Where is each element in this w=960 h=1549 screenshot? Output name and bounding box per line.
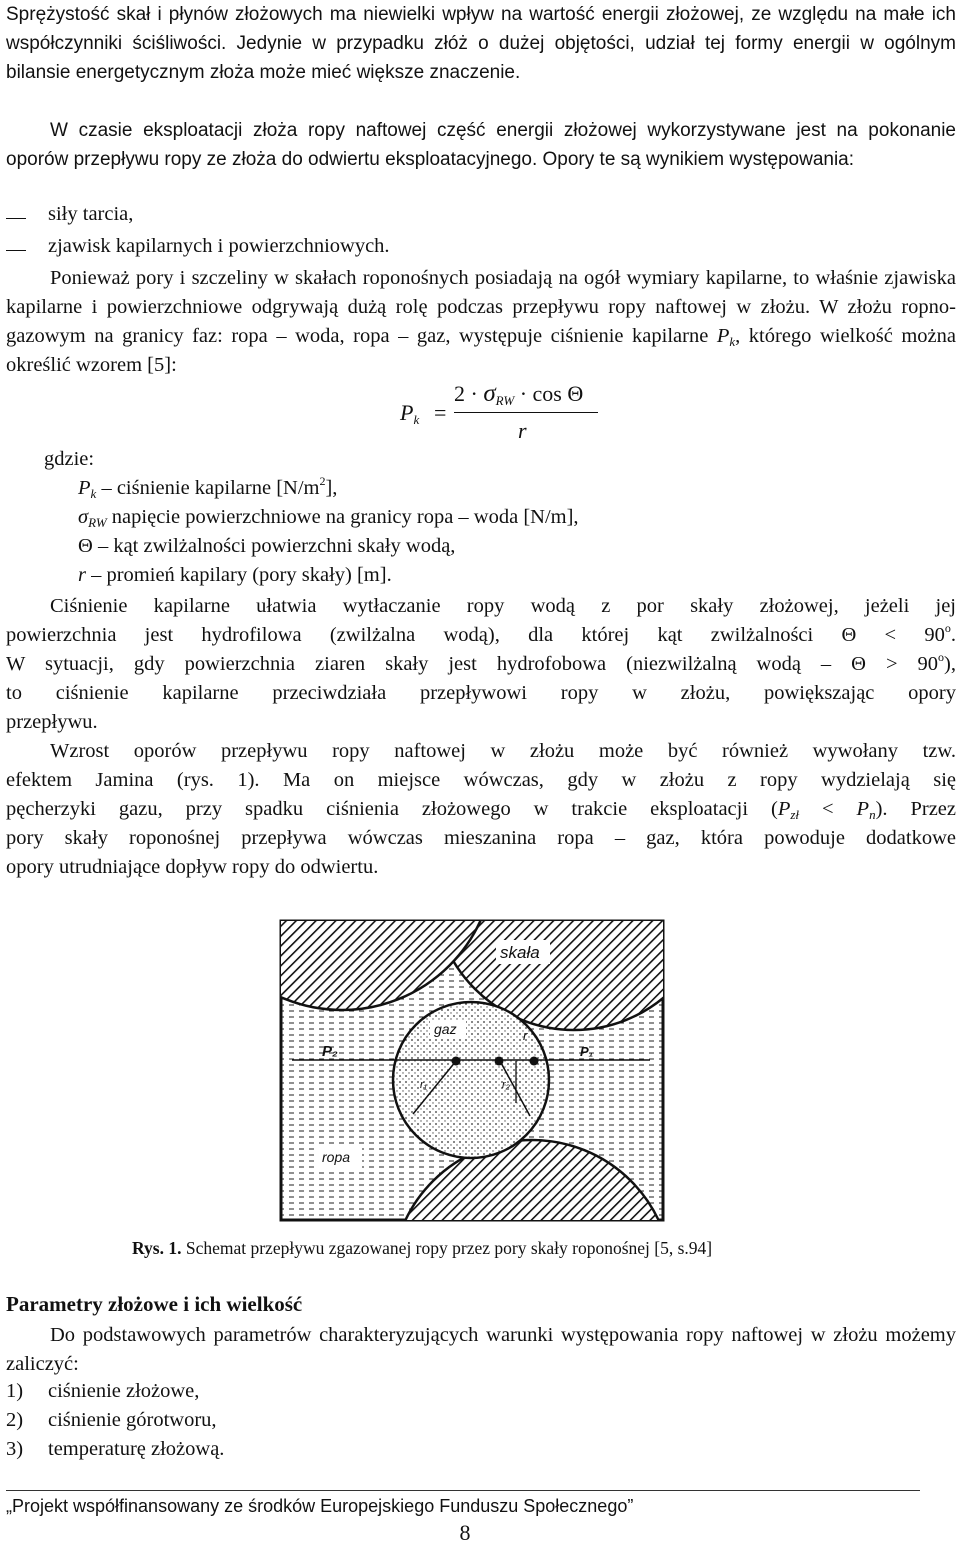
line: to ciśnienie kapilarne przeciwdziała przepływowi ropy w złożu, powiększając opory — [6, 682, 956, 704]
def-text: napięcie powierzchniowe na granicy ropa – woda [N/m], — [106, 506, 579, 528]
formula-sigma-sub: RW — [495, 393, 515, 408]
section-heading: Parametry złożowe i ich wielkość — [6, 1292, 303, 1316]
paragraph-capillary-pressure — [6, 264, 956, 380]
dash-bullet — [6, 250, 26, 251]
def-tail: ], — [325, 477, 338, 499]
def-symbol: Θ — [78, 535, 93, 557]
list-item — [6, 1380, 199, 1403]
footer-text: „Projekt współfinansowany ze środków Europejskiego Funduszu Społecznego” — [6, 1496, 634, 1516]
formula-lhs-sub: k — [413, 412, 420, 427]
line-text: powierzchnia jest hydrofilowa (zwilżalna wodą), dla której kąt zwilżalności Θ < 90 — [6, 624, 945, 646]
line: pory skały roponośnej przepływa wówczas mieszanina ropa – gaz, która powoduje dodatkowe — [6, 827, 956, 849]
var-p: P — [856, 798, 870, 820]
list-item — [6, 1438, 224, 1461]
paragraph-text: Ponieważ pory i szczeliny w skałach roponośnych posiadają na ogół wymiary kapilarne, to właśnie zjawiska kapilarne i powierzchniowe odgrywają dużą rolę podczas przepływu ropy naftowej w złożu. W złożu ropno-gazowym na granicy faz: ropa – woda, ropa – gaz, występuje ciśnienie kapilarne — [6, 267, 956, 347]
footer-rule — [6, 1490, 920, 1491]
jamin-effect-figure — [278, 918, 666, 1223]
line-text: ), — [944, 653, 956, 675]
formula-numerator — [454, 380, 583, 408]
bullet-item-friction: siły tarcia, — [48, 203, 134, 225]
label-r2: r₂ — [502, 1079, 510, 1091]
formula-cos: cos Θ — [532, 381, 584, 406]
paragraph-parameters: Do podstawowych parametrów charakteryzujących warunki występowania ropy naftowej w złożu możemy zaliczyć: — [6, 1324, 956, 1375]
list-text: ciśnienie górotworu, — [48, 1409, 217, 1431]
formula-lhs: P — [400, 400, 414, 425]
figure-caption — [132, 1238, 712, 1259]
label-skala: skała — [500, 943, 540, 962]
list-text: ciśnienie złożowe, — [48, 1380, 200, 1402]
formula-sigma: σ — [483, 380, 496, 407]
definition-theta — [78, 535, 455, 558]
def-symbol-sub: k — [90, 486, 97, 501]
definition-pk — [78, 474, 338, 501]
var-sub: n — [869, 807, 876, 822]
def-text: – ciśnienie kapilarne [N/m — [96, 477, 320, 499]
list-item — [6, 1409, 217, 1432]
var-p: P — [777, 798, 791, 820]
fraction-bar — [454, 412, 598, 413]
where-label: gdzie: — [44, 448, 95, 470]
def-text: – promień kapilary (pory skały) [m]. — [85, 564, 392, 586]
line — [6, 621, 956, 650]
line-text: ). Przez — [875, 798, 956, 820]
list-number: 2) — [6, 1409, 24, 1431]
line — [6, 650, 956, 679]
list-text: temperaturę złożową. — [48, 1438, 225, 1460]
line: Ciśnienie kapilarne ułatwia wytłaczanie ropy wodą z por skały złożowej, jeżeli jej — [50, 595, 956, 617]
label-gaz: gaz — [434, 1021, 457, 1037]
capillary-pressure-formula — [400, 380, 620, 450]
formula-dot: · — [470, 381, 478, 406]
definition-sigma — [78, 506, 579, 529]
paragraph-elasticity: Sprężystość skał i płynów złożowych ma niewielki wpływ na wartość energii złożowej, ze względu na małe ich współczynniki ściśliwości. Jedynie w przypadku złóż o dużej objętości, udział tej formy energii w ogólnym bilansie energetycznym złoża może mieć większe znaczenie. — [6, 4, 956, 83]
degree-sup: o — [938, 650, 945, 664]
list-number: 3) — [6, 1438, 24, 1460]
paragraph-wettability — [6, 592, 956, 737]
line — [6, 795, 956, 824]
def-symbol: r — [78, 564, 86, 586]
list-number: 1) — [6, 1380, 24, 1402]
dash-bullet — [6, 218, 26, 219]
label-p2: P₂ — [322, 1043, 338, 1060]
paragraph-text: , którego wielkość można określić wzorem [5]: — [6, 325, 957, 376]
var-p: P — [716, 325, 730, 347]
definition-r — [78, 564, 392, 587]
var-sub: zł — [790, 807, 800, 822]
less-than: < — [799, 798, 857, 820]
var-sub: k — [729, 334, 736, 349]
paragraph-jamin-effect — [6, 737, 956, 882]
caption-text: Schemat przepływu zgazowanej ropy przez pory skały roponośnej [5, s.94] — [181, 1238, 713, 1258]
formula-equals: = — [434, 400, 447, 425]
gas-bubble — [393, 1002, 549, 1158]
def-text: – kąt zwilżalności powierzchni skały wodą, — [92, 535, 456, 557]
line-text: pęcherzyki gazu, przy spadku ciśnienia złożowego w trakcie eksploatacji ( — [6, 798, 778, 820]
def-symbol-sub: RW — [88, 515, 107, 530]
degree-sup: o — [944, 621, 951, 635]
formula-dot: · — [519, 381, 528, 406]
label-r1: r₁ — [420, 1079, 428, 1091]
label-ropa: ropa — [322, 1149, 351, 1165]
label-r: r — [523, 1028, 528, 1043]
bullet-item-capillary: zjawisk kapilarnych i powierzchniowych. — [48, 235, 390, 257]
line: Wzrost oporów przepływu ropy naftowej w złożu może być również wywołany tzw. — [50, 740, 956, 762]
def-sup: 2 — [319, 474, 326, 488]
line: przepływu. — [6, 711, 98, 733]
formula-denominator: r — [518, 418, 527, 443]
line: opory utrudniające dopływ ropy do odwiertu. — [6, 856, 379, 878]
paragraph-flow-resistance: W czasie eksploatacji złoża ropy naftowej część energii złożowej wykorzystywane jest na pokonanie oporów przepływu ropy ze złoża do odwiertu eksploatacyjnego. Opory te są wynikiem występowania: — [6, 120, 956, 170]
center-point — [530, 1057, 539, 1066]
formula-two: 2 — [454, 381, 465, 406]
def-symbol: P — [78, 477, 91, 499]
line: efektem Jamina (rys. 1). Ma on miejsce wówczas, gdy w złożu z ropy wydzielają się — [6, 769, 956, 791]
caption-label: Rys. 1. — [132, 1238, 182, 1258]
def-symbol: σ — [78, 506, 89, 528]
center-point — [452, 1057, 461, 1066]
center-point — [495, 1057, 504, 1066]
page-number: 8 — [459, 1520, 471, 1545]
line-text: . — [950, 624, 956, 646]
line-text: W sytuacji, gdy powierzchnia ziaren skały jest hydrofobowa (niezwilżalną wodą – Θ > 90 — [6, 653, 939, 675]
label-p1: P₁ — [580, 1044, 594, 1059]
